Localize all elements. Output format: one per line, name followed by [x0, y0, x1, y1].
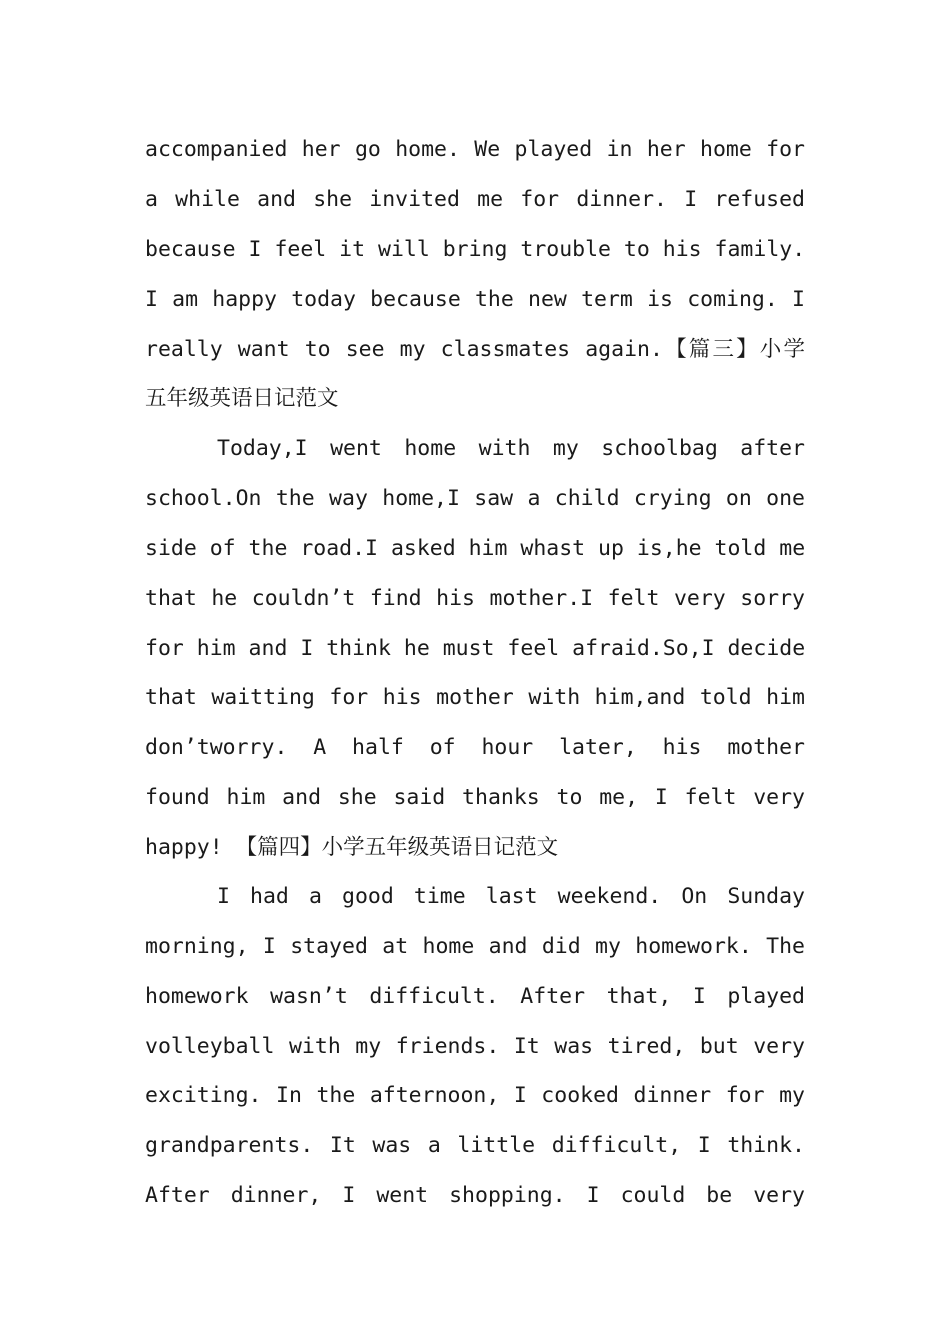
- text-line: a while and she invited me for dinner. I refused: [145, 187, 805, 212]
- text-line: grandparents. It was a little difficult, I think.: [145, 1133, 805, 1158]
- text-line: don’tworry. A half of hour later, his mother: [145, 735, 805, 760]
- text-line: that he couldn’t find his mother.I felt very sorry: [145, 586, 805, 611]
- paragraph-first-line: I had a good time last weekend. On Sunday: [217, 884, 805, 909]
- text-line: because I feel it will bring trouble to his family.: [145, 237, 806, 262]
- section-heading-line: 五年级英语日记范文: [145, 386, 339, 411]
- text-line: side of the road.I asked him whast up is,he told me: [145, 536, 806, 561]
- text-line: exciting. In the afternoon, I cooked dinner for my: [145, 1083, 805, 1108]
- text-line: morning, I stayed at home and did my homework. The: [145, 934, 805, 959]
- text-line: that waitting for his mother with him,and told him: [145, 685, 805, 710]
- text-line: homework wasn’t difficult. After that, I played: [145, 984, 805, 1009]
- section-heading-line: happy! 【篇四】小学五年级英语日记范文: [145, 835, 559, 860]
- text-line: school.On the way home,I saw a child crying on one: [145, 486, 805, 511]
- text-line: After dinner, I went shopping. I could be very: [145, 1183, 805, 1208]
- paragraph-first-line: Today,I went home with my schoolbag after: [217, 436, 805, 461]
- text-line: for him and I think he must feel afraid.So,I decide: [145, 636, 806, 661]
- text-line: accompanied her go home. We played in her home for: [145, 137, 805, 162]
- text-line: really want to see my classmates again.【篇三】小学: [145, 337, 805, 362]
- text-line: volleyball with my friends. It was tired, but very: [145, 1034, 805, 1059]
- text-line: I am happy today because the new term is coming. I: [145, 287, 805, 312]
- text-line: found him and she said thanks to me, I felt very: [145, 785, 805, 810]
